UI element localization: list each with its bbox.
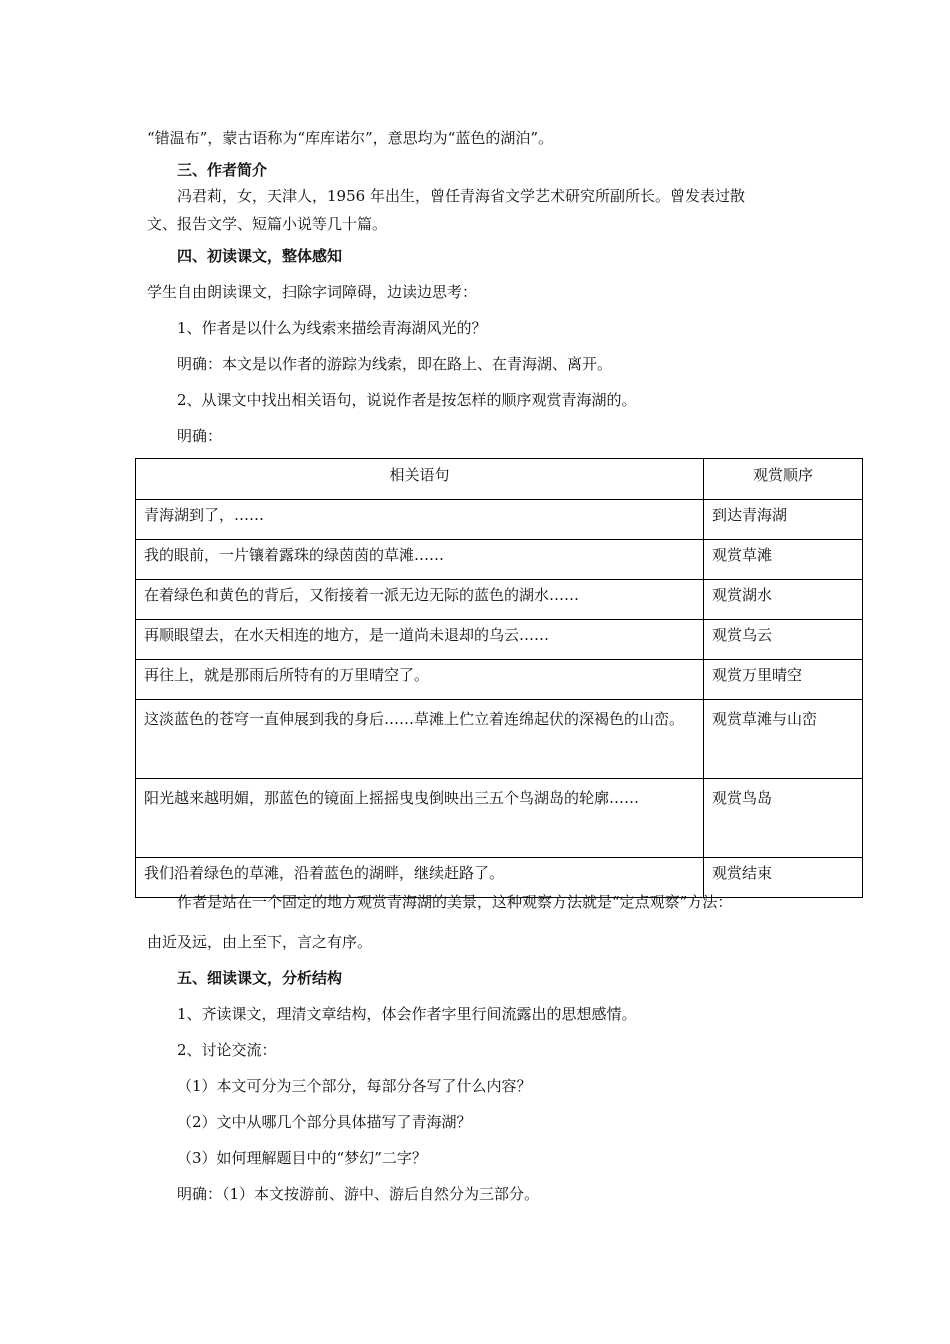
section-4-lead: 学生自由朗读课文，扫除字词障碍，边读边思考： xyxy=(147,283,478,301)
row-sentence: 阳光越来越明媚，那蓝色的镜面上摇摇曳曳倒映出三五个鸟湖岛的轮廓…… xyxy=(136,779,704,858)
table-row xyxy=(136,500,863,540)
observation-note-line-2: 由近及远，由上至下，言之有序。 xyxy=(147,933,373,951)
author-bio-line-2: 文、报告文学、短篇小说等几十篇。 xyxy=(147,215,388,233)
table-row xyxy=(136,660,863,700)
discussion-answer-1: 明确：（1）本文按游前、游中、游后自然分为三部分。 xyxy=(177,1185,540,1203)
section-5-heading: 五、细读课文，分析结构 xyxy=(177,969,343,987)
section-5-item-2: 2、讨论交流： xyxy=(177,1041,277,1059)
row-order: 观赏草滩与山峦 xyxy=(704,700,863,779)
row-order: 到达青海湖 xyxy=(704,500,863,540)
row-order: 观赏结束 xyxy=(704,858,863,898)
discussion-question-1: （1）本文可分为三个部分，每部分各写了什么内容？ xyxy=(177,1077,532,1095)
row-sentence: 我们沿着绿色的草滩，沿着蓝色的湖畔，继续赶路了。 xyxy=(136,858,704,898)
row-sentence: 在着绿色和黄色的背后，又衔接着一派无边无际的蓝色的湖水…… xyxy=(136,580,704,620)
row-order: 观赏湖水 xyxy=(704,580,863,620)
discussion-question-3: （3）如何理解题目中的“梦幻”二字？ xyxy=(177,1149,427,1167)
table-row xyxy=(136,540,863,580)
row-sentence: 再顺眼望去，在水天相连的地方，是一道尚未退却的乌云…… xyxy=(136,620,704,660)
section-3-heading: 三、作者简介 xyxy=(177,161,268,179)
row-sentence: 我的眼前，一片镶着露珠的绿茵茵的草滩…… xyxy=(136,540,704,580)
answer-2-label: 明确： xyxy=(177,427,223,445)
intro-text: “错温布”，蒙古语称为“库库诺尔”，意思均为“蓝色的湖泊”。 xyxy=(147,129,554,147)
header-sentence: 相关语句 xyxy=(136,459,704,500)
viewing-order-table xyxy=(135,458,863,898)
row-sentence: 这淡蓝色的苍穹一直伸展到我的身后……草滩上伫立着连绵起伏的深褐色的山峦。 xyxy=(136,700,704,779)
header-order: 观赏顺序 xyxy=(704,459,863,500)
row-order: 观赏乌云 xyxy=(704,620,863,660)
observation-note-line-1: 作者是站在一个固定的地方观赏青海湖的美景，这种观察方法就是“定点观察”方法： xyxy=(177,893,733,911)
row-order: 观赏鸟岛 xyxy=(704,779,863,858)
section-5-item-1: 1、齐读课文，理清文章结构，体会作者字里行间流露出的思想感情。 xyxy=(177,1005,637,1023)
row-sentence: 再往上，就是那雨后所特有的万里晴空了。 xyxy=(136,660,704,700)
row-sentence: 青海湖到了，…… xyxy=(136,500,704,540)
table-row xyxy=(136,580,863,620)
discussion-question-2: （2）文中从哪几个部分具体描写了青海湖？ xyxy=(177,1113,472,1131)
table-row xyxy=(136,779,863,858)
section-4-heading: 四、初读课文，整体感知 xyxy=(177,247,343,265)
row-order: 观赏草滩 xyxy=(704,540,863,580)
table-row xyxy=(136,620,863,660)
question-1: 1、作者是以什么为线索来描绘青海湖风光的？ xyxy=(177,319,487,337)
table-header-row xyxy=(136,459,863,500)
answer-1: 明确：本文是以作者的游踪为线索，即在路上、在青海湖、离开。 xyxy=(177,355,613,373)
author-bio-line-1: 冯君莉，女，天津人，1956 年出生，曾任青海省文学艺术研究所副所长。曾发表过散 xyxy=(177,187,745,205)
table-row xyxy=(136,700,863,779)
row-order: 观赏万里晴空 xyxy=(704,660,863,700)
question-2: 2、从课文中找出相关语句，说说作者是按怎样的顺序观赏青海湖的。 xyxy=(177,391,637,409)
